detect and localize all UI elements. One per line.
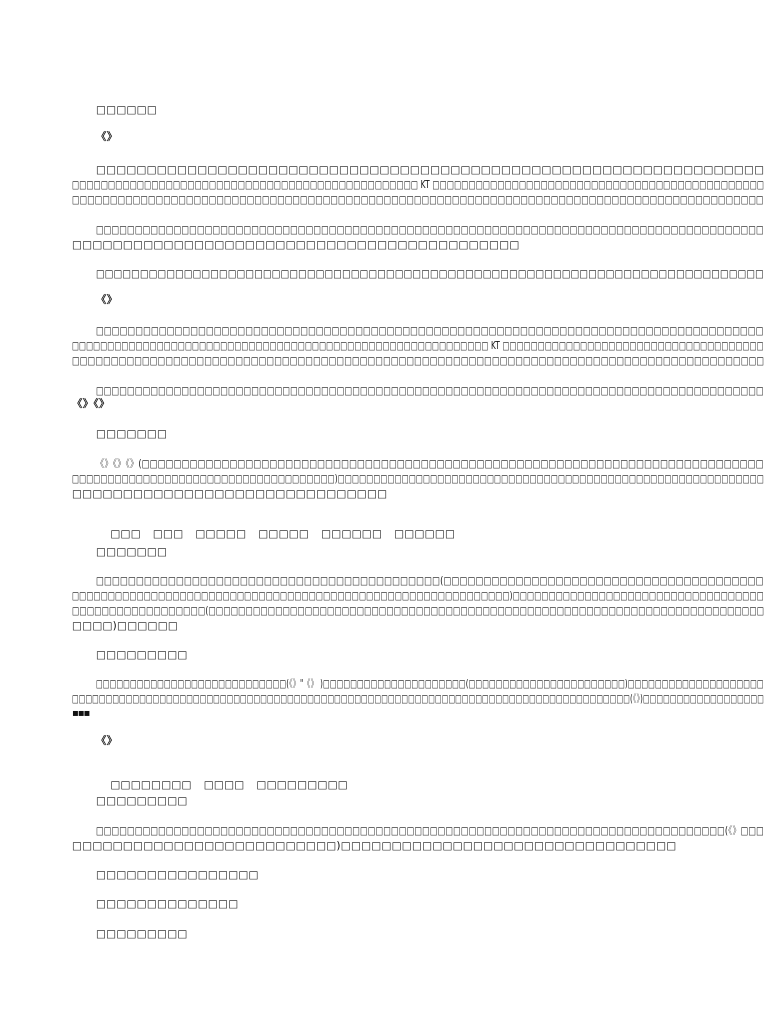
list-line-2: □□□□□□□□□□□□□□ <box>96 898 239 910</box>
heading-5: □□□□□□□□□ <box>96 795 188 807</box>
heading-4: □□□□□□□□□ <box>96 649 188 661</box>
heading-2: □□□□□□□ <box>96 428 168 440</box>
paragraph-7-line-4: □□□□)□□□□□□ <box>72 620 179 632</box>
paragraph-3: □□□□□□□□□□□□□□□□□□□□□□□□□□□□□□□□□□□□□□□□□□□□□□□□□□□□□□□□□□□□□□□□□□□□□□□□□□□□ <box>96 268 764 280</box>
paragraph-5-line-1: □□□□□□□□□□□□□□□□□□□□□□□□□□□□□□□□□□□□□□□□□□□□□□□□□□□□□□□□□□□□□□□□□□□□□□□□□□□□□□□□□□□□□□ <box>96 385 764 397</box>
word-row-2-item: □□□□□□□□□ <box>256 779 348 791</box>
word-row-1-item: □□□□□ <box>258 528 310 540</box>
paragraph-4-line-2: □□□□□□□□□□□□□□□□□□□□□□□□□□□□□□□□□□□□□□□□□□□□□□□□□□□□□□□□□□□ KT □□□□□□□□□□□□□□□□□□□□□□□□□□□□□□□□□□□□□ <box>72 340 764 352</box>
paragraph-1-line-3: □□□□□□□□□□□□□□□□□□□□□□□□□□□□□□□□□□□□□□□□□□□□□□□□□□□□□□□□□□□□□□□□□□□□□□□□□□□□□□□□□□□□□□□□□□□ <box>72 194 764 206</box>
word-row-1-item: □□□□□□ <box>321 528 383 540</box>
paragraph-6-line-3: □□□□□□□□□□□□□□□□□□□□□□□□□□□□□□□ <box>72 488 388 500</box>
paragraph-7-line-3: □□□□□□□□□□□□□□□□□□(□□□□□□□□□□□□□□□□□□□□□□□□□□□□□□□□□□□□□□□□□□□□□□□□□□□□□□□□□□□□□□□□□□□□□□□□□□□ <box>72 605 765 617</box>
bracket-mark-2: 《》 <box>96 294 118 306</box>
word-row-2-item: □□□□ <box>203 779 245 791</box>
paragraph-9-line-1: □□□□□□□□□□□□□□□□□□□□□□□□□□□□□□□□□□□□□□□□□□□□□□□□□□□□□□□□□□□□□□□□□□□□□□□□□□□□□□□□□(《》□□□ <box>96 825 764 837</box>
paragraph-1-line-1: □□□□□□□□□□□□□□□□□□□□□□□□□□□□□□□□□□□□□□□□□□□□□□□□□□□□□□□□□□□□□□□□□□ <box>96 164 765 176</box>
paragraph-4-line-1: □□□□□□□□□□□□□□□□□□□□□□□□□□□□□□□□□□□□□□□□□□□□□□□□□□□□□□□□□□□□□□□□□□□□□□□□□□□□□□□□□□□□□ <box>96 325 764 337</box>
heading-3: □□□□□□□ <box>96 546 168 558</box>
heading-1: □□□□□□ <box>96 104 158 116</box>
paragraph-8-line-2: □□□□□□□□□□□□□□□□□□□□□□□□□□□□□□□□□□□□□□□□□□□□□□□□□□□□□□□□□□□□□□□□□□□□□□□□□□□□□□□□□□□(《》)□□□□□□□□□□□□□□□□□□ <box>72 693 764 705</box>
paragraph-5-line-2: 《》《》 <box>72 398 110 410</box>
list-line-3: □□□□□□□□□ <box>96 928 188 940</box>
word-row-1-item: □□□□□ <box>195 528 247 540</box>
word-row-2-item: □□□□□□□□ <box>110 779 192 791</box>
word-row-1-item: □□□ <box>110 528 141 540</box>
bracket-mark-1: 《》 <box>96 131 118 143</box>
paragraph-6-line-2: □□□□□□□□□□□□□□□□□□□□□□□□□□□□□□□□□□□□□)□□□□□□□□□□□□□□□□□□□□□□□□□□□□□□□□□□□□□□□□□□□□□□□□□□□□□□□□□□□□ <box>72 473 764 485</box>
paragraph-7-line-2: □□□□□□□□□□□□□□□□□□□□□□□□□□□□□□□□□□□□□□□□□□□□□□□□□□□□□□□□□□□□□)□□□□□□□□□□□□□□□□□□□□□□□□□□□□□□□□□□□ <box>72 590 764 602</box>
paragraph-8-line-1: □□□□□□□□□□□□□□□□□□□□□□□□□□□□(《》"《》 )□□□□□□□□□□□□□□□□□□□□□(□□□□□□□□□□□□□□□□□□□□□□□)□□□□□□□□□□□□□□□□□□□□ <box>96 678 764 690</box>
paragraph-2-line-2: □□□□□□□□□□□□□□□□□□□□□□□□□□□□□□□□□□□□□□□□□□□□ <box>72 239 520 251</box>
paragraph-8-line-3: ▪▪▪ <box>72 708 90 719</box>
list-line-1: □□□□□□□□□□□□□□□□ <box>96 869 259 881</box>
paragraph-1-line-2: □□□□□□□□□□□□□□□□□□□□□□□□□□□□□□□□□□□□□□□□□□□□□□□□ KT □□□□□□□□□□□□□□□□□□□□□□□□□□□□□□□□□□□□□□□□□□□□□□ <box>72 179 765 191</box>
bracket-mark-3: 《》 <box>96 735 118 747</box>
word-row-1-item: □□□ <box>152 528 184 540</box>
paragraph-9-line-2: □□□□□□□□□□□□□□□□□□□□□□□□□□)□□□□□□□□□□□□□□□□□□□□□□□□□□□□□□□□□ <box>72 840 677 852</box>
paragraph-4-line-3: □□□□□□□□□□□□□□□□□□□□□□□□□□□□□□□□□□□□□□□□□□□□□□□□□□□□□□□□□□□□□□□□□□□□□□□□□□□□□□□□□□□□□□□□□ <box>72 355 765 367</box>
paragraph-6-line-1: 《》《》《》(□□□□□□□□□□□□□□□□□□□□□□□□□□□□□□□□□□□□□□□□□□□□□□□□□□□□□□□□□□□□□□□□□□□□□□□□□□□□□□ <box>96 458 764 470</box>
paragraph-7-line-1: □□□□□□□□□□□□□□□□□□□□□□□□□□□□□□□□□□□□□□□□□□□(□□□□□□□□□□□□□□□□□□□□□□□□□□□□□□□□□□□□□□□□ <box>96 575 764 587</box>
word-row-1-item: □□□□□□ <box>394 528 456 540</box>
paragraph-2-line-1: □□□□□□□□□□□□□□□□□□□□□□□□□□□□□□□□□□□□□□□□□□□□□□□□□□□□□□□□□□□□□□□□□□□□□□□□□□□□□□□□□□□□□□ <box>96 224 764 236</box>
